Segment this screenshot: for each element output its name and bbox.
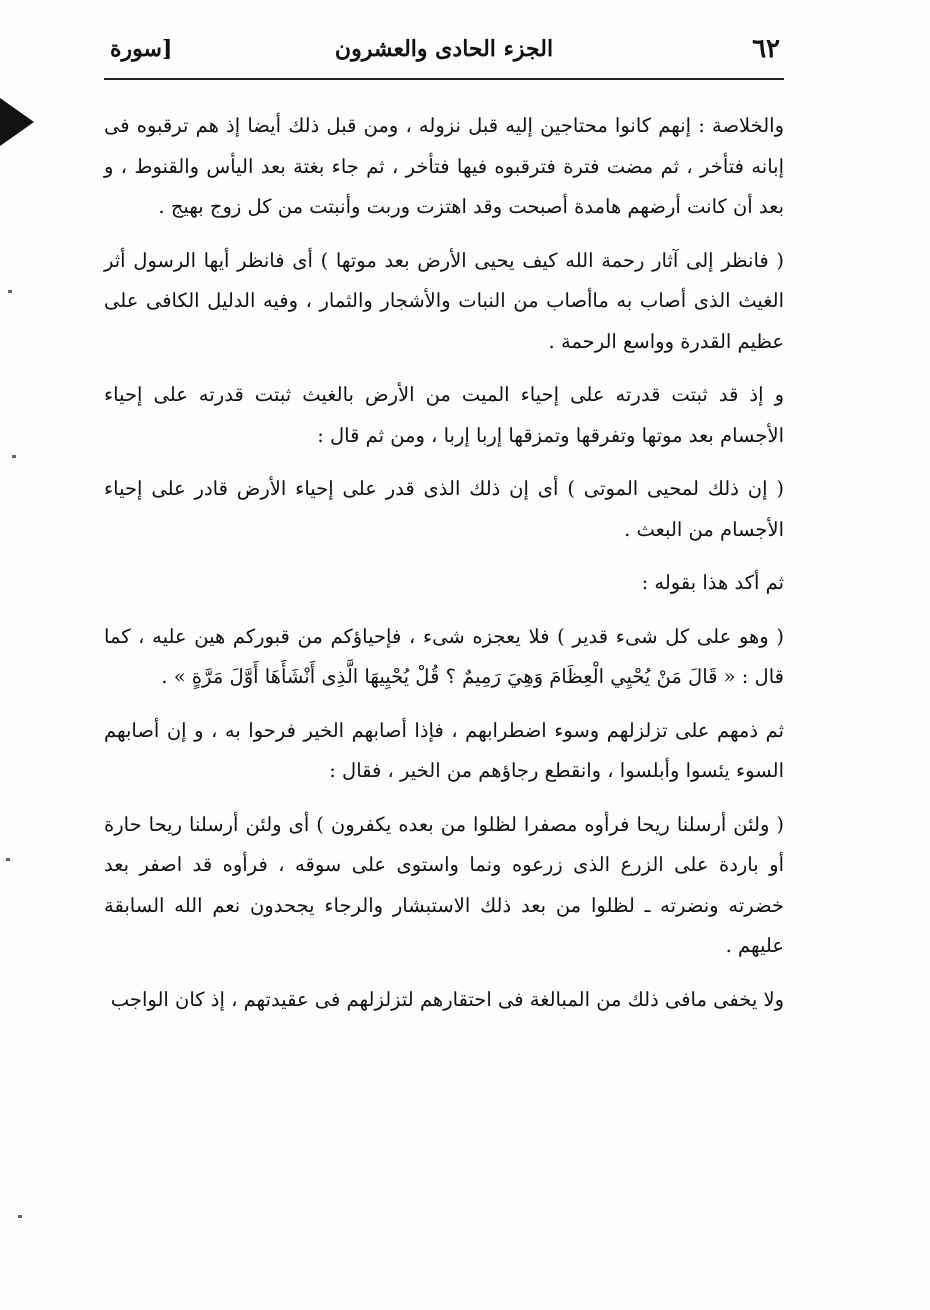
header-rule [104, 78, 784, 80]
paragraph-summary: والخلاصة : إنهم كانوا محتاجين إليه قبل نزوله ، ومن قبل ذلك أيضا إذ هم ترقبوه فى إبانه فتأخر ، ثم مضت فترة فترقبوه فيها فتأخر ، ثم جاء بغتة بعد اليأس والقنوط ، و بعد أن كانت أرضهم هامدة أصبحت وقد اهتزت وربت وأنبتت من كل زوج بهيج . [104, 114, 784, 218]
surah-label: [سورة [110, 36, 173, 62]
paragraph-verse-wind: ( ولئن أرسلنا ريحا فرأوه مصفرا لظلوا من بعده يكفرون ) أى ولئن أرسلنا ريحا حارة أو باردة على الزرع الذى زرعوه ونما واستوى على سوقه ، فرأوه قد اصفر بعد خضرته ونضرته ـ لظلوا من بعد ذلك الاستبشار والرجاء يجحدون نعم الله السابقة عليهم . [104, 812, 785, 957]
scan-speck [12, 455, 16, 458]
scan-speck [18, 1215, 22, 1218]
paragraph-verse-reviver: ( إن ذلك لمحيى الموتى ) أى إن ذلك الذى قدر على إحياء الأرض قادر على إحياء الأجسام من البعث . [104, 477, 784, 541]
scan-speck [6, 858, 10, 861]
running-title: الجزء الحادى والعشرون [334, 36, 554, 62]
body-text [104, 106, 784, 1033]
scan-binding-mark [0, 98, 34, 146]
paragraph-censure: ثم ذمهم على تزلزلهم وسوء اضطرابهم ، فإذا أصابهم الخير فرحوا به ، و إن أصابهم السوء يئسوا وأبلسوا ، وانقطع رجاؤهم من الخير ، فقال : [104, 718, 784, 782]
scan-speck [8, 290, 12, 293]
paragraph-resurrection: و إذ قد ثبتت قدرته على إحياء الميت من الأرض بالغيث ثبتت قدرته على إحياء الأجسام بعد موتها وتفرقها وتمزقها إربا إربا ، ومن ثم قال : [104, 383, 784, 447]
paragraph-verse-power: ( وهو على كل شىء قدير ) فلا يعجزه شىء ، فإحياؤكم من قبوركم هين عليه ، كما قال : « قَالَ مَنْ يُحْيِي الْعِظَامَ وَهِيَ رَمِيمٌ ؟ قُلْ يُحْيِيهَا الَّذِى أَنْشَأَهَا أَوَّلَ مَرَّةٍ » . [104, 624, 784, 688]
paragraph-emphasis: ثم أكد هذا بقوله : [641, 571, 784, 594]
paragraph-closing: ولا يخفى مافى ذلك من المبالغة فى احتقارهم لتزلزلهم فى عقيدتهم ، إذ كان الواجب [110, 987, 784, 1011]
page-number: ٦٢ [752, 34, 780, 64]
paragraph-verse-look: ( فانظر إلى آثار رحمة الله كيف يحيى الأرض بعد موتها ) أى فانظر أيها الرسول أثر الغيث الذى أصاب به ماأصاب من النبات والأشجار والثمار ، وفيه الدليل الكافى على عظيم القدرة وواسع الرحمة . [104, 248, 784, 353]
page-header [104, 32, 784, 78]
